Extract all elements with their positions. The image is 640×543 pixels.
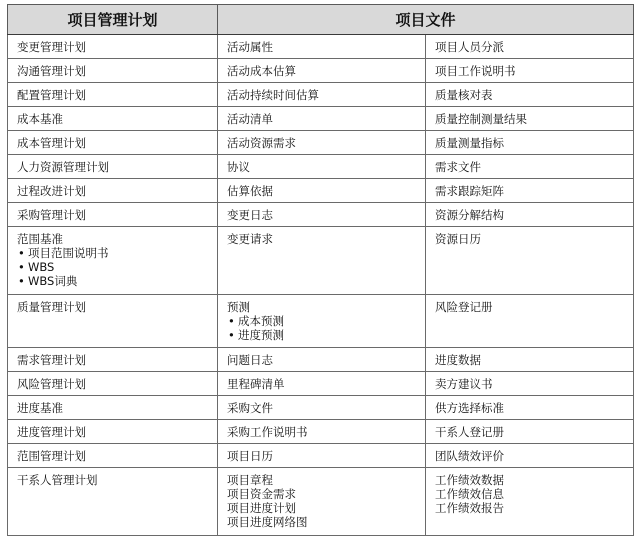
table-row [8,348,634,372]
cell-text: 质量核对表 [435,88,493,102]
cell-text-line: 工作绩效报告 [435,501,504,515]
cell-text: 人力资源管理计划 [17,160,109,174]
plan-cell [8,155,218,179]
header-project-management-plan: 项目管理计划 [8,5,218,35]
cell-text: 问题日志 [227,353,273,367]
documents-cell-2 [426,468,634,536]
cell-text: 卖方建议书 [435,377,493,391]
documents-cell-1 [218,227,426,295]
cell-text: 团队绩效评价 [435,449,504,463]
cell-text: 里程碑清单 [227,377,285,391]
documents-cell-1 [218,155,426,179]
documents-cell-2 [426,59,634,83]
cell-text: 需求跟踪矩阵 [435,184,504,198]
bullet-item: • WBS [17,260,211,274]
cell-text: 过程改进计划 [17,184,86,198]
cell-text: 成本管理计划 [17,136,86,150]
cell-text: 活动持续时间估算 [227,88,319,102]
cell-text: 活动清单 [227,112,273,126]
plan-cell [8,396,218,420]
table-row [8,131,634,155]
cell-text-line: 项目进度计划 [227,501,296,515]
table-row [8,59,634,83]
cell-text: 干系人管理计划 [17,473,98,487]
plan-cell [8,468,218,536]
plan-cell [8,372,218,396]
documents-cell-1 [218,179,426,203]
cell-text: 活动属性 [227,40,273,54]
cell-text: 资源日历 [435,232,481,246]
table-row [8,468,634,536]
table-row [8,83,634,107]
documents-cell-1 [218,131,426,155]
documents-cell-1 [218,35,426,59]
cell-text: 进度基准 [17,401,63,415]
documents-cell-1 [218,420,426,444]
plan-cell [8,444,218,468]
documents-cell-2 [426,444,634,468]
cell-text-line: 项目资金需求 [227,487,296,501]
cell-text: 干系人登记册 [435,425,504,439]
cell-text: 采购工作说明书 [227,425,308,439]
cell-text-line: 项目进度网络图 [227,515,308,529]
table-row [8,203,634,227]
cell-text: 供方选择标准 [435,401,504,415]
cell-text: 质量控制测量结果 [435,112,527,126]
cell-text: 活动成本估算 [227,64,296,78]
documents-cell-1 [218,295,426,348]
documents-cell-1 [218,444,426,468]
plan-and-documents-table [7,4,634,536]
cell-text: 变更管理计划 [17,40,86,54]
documents-cell-2 [426,155,634,179]
table-row [8,372,634,396]
cell-text: 需求文件 [435,160,481,174]
bullet-item: • WBS词典 [17,274,211,288]
documents-cell-1 [218,203,426,227]
table-row [8,444,634,468]
cell-text: 活动资源需求 [227,136,296,150]
documents-cell-2 [426,396,634,420]
cell-text: 采购文件 [227,401,273,415]
documents-cell-1 [218,83,426,107]
bullet-item: • 成本预测 [227,314,419,328]
table-row [8,155,634,179]
cell-text: 预测 [227,300,250,314]
plan-cell [8,203,218,227]
documents-cell-1 [218,107,426,131]
documents-cell-2 [426,420,634,444]
plan-cell [8,83,218,107]
cell-text: 资源分解结构 [435,208,504,222]
cell-text: 变更日志 [227,208,273,222]
cell-text: 估算依据 [227,184,273,198]
cell-text: 质量管理计划 [17,300,86,314]
cell-text: 协议 [227,160,250,174]
documents-cell-1 [218,348,426,372]
documents-cell-2 [426,131,634,155]
cell-text: 风险管理计划 [17,377,86,391]
bullet-list [17,246,211,288]
documents-cell-2 [426,107,634,131]
documents-cell-1 [218,372,426,396]
cell-text: 进度数据 [435,353,481,367]
documents-cell-2 [426,227,634,295]
table-row [8,179,634,203]
plan-cell [8,59,218,83]
table-row [8,35,634,59]
bullet-item: • 进度预测 [227,328,419,342]
cell-text: 配置管理计划 [17,88,86,102]
documents-cell-2 [426,35,634,59]
cell-text: 沟通管理计划 [17,64,86,78]
table-row [8,295,634,348]
plan-cell [8,179,218,203]
header-project-documents: 项目文件 [218,5,634,35]
cell-text-line: 工作绩效数据 [435,473,504,487]
table-body [8,35,634,536]
documents-cell-1 [218,468,426,536]
documents-cell-2 [426,203,634,227]
cell-text: 进度管理计划 [17,425,86,439]
documents-cell-2 [426,348,634,372]
table-row [8,107,634,131]
cell-text: 风险登记册 [435,300,493,314]
bullet-list [227,314,419,342]
documents-cell-1 [218,396,426,420]
plan-cell [8,131,218,155]
cell-text: 项目工作说明书 [435,64,516,78]
cell-text: 范围管理计划 [17,449,86,463]
plan-cell [8,420,218,444]
plan-cell [8,227,218,295]
cell-text-line: 工作绩效信息 [435,487,504,501]
cell-text: 需求管理计划 [17,353,86,367]
cell-text: 采购管理计划 [17,208,86,222]
documents-cell-2 [426,372,634,396]
plan-cell [8,35,218,59]
documents-cell-2 [426,179,634,203]
cell-text: 范围基准 [17,232,63,246]
documents-cell-2 [426,295,634,348]
cell-text: 变更请求 [227,232,273,246]
plan-cell [8,348,218,372]
cell-text: 成本基准 [17,112,63,126]
plan-cell [8,107,218,131]
cell-text-line: 项目章程 [227,473,273,487]
table-row [8,420,634,444]
cell-text: 项目日历 [227,449,273,463]
table-row [8,396,634,420]
table-row [8,227,634,295]
bullet-item: • 项目范围说明书 [17,246,211,260]
documents-cell-1 [218,59,426,83]
plan-cell [8,295,218,348]
documents-cell-2 [426,83,634,107]
cell-text: 项目人员分派 [435,40,504,54]
cell-text: 质量测量指标 [435,136,504,150]
header-row [8,5,634,35]
